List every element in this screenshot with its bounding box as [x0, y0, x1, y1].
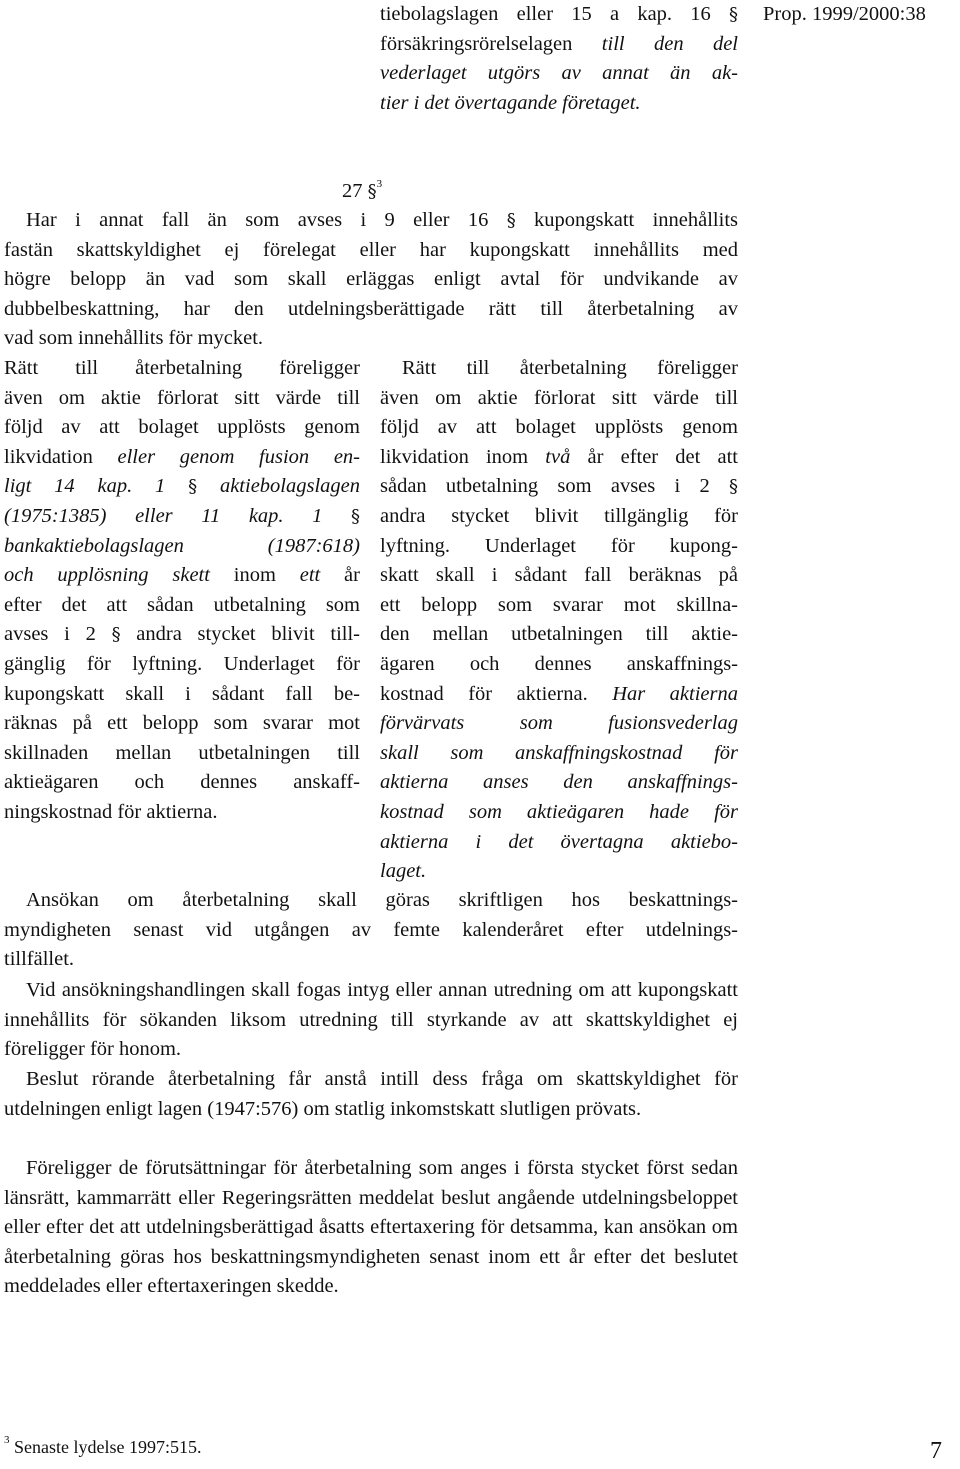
page-number: 7: [930, 1438, 942, 1464]
paragraph-attachments: [4, 976, 738, 1065]
text-run: skatt skall i sådant fall beräknas på: [380, 564, 738, 587]
text-run: vederlaget utgörs av annat än ak-: [380, 62, 738, 85]
top-note-column: [380, 0, 738, 118]
section-symbol: §: [729, 476, 738, 498]
text-run: förvärvats som fusionsvederlag: [380, 712, 738, 735]
text-line: [4, 591, 360, 621]
text-line: [4, 532, 360, 562]
text-line: [4, 620, 360, 650]
text-line: [4, 945, 738, 975]
right-column-proposed-text: [380, 354, 738, 887]
section-symbol: §: [351, 505, 360, 527]
text-line: [4, 295, 738, 325]
text-line: [380, 532, 738, 562]
text-run: vad som innehållits för mycket.: [4, 327, 264, 350]
text-run: räknas på ett belopp som svarar mot: [4, 712, 360, 735]
text-run: även om aktie förlorat sitt värde till: [4, 386, 360, 409]
text-line: [380, 739, 738, 769]
text-run: tier i det övertagande företaget.: [380, 91, 641, 114]
text-run: följd av att bolaget upplösts genom: [380, 416, 738, 439]
text-run: högre belopp än vad som skall erläggas enligt avtal för undvikande av: [4, 268, 738, 291]
section-symbol: §: [111, 624, 121, 646]
application-paragraph: [4, 886, 738, 975]
text-run: skall som anskaffningskostnad för: [380, 741, 738, 764]
text-line: [4, 502, 360, 532]
text-line: [380, 591, 738, 621]
text-run: den mellan utbetalningen till aktie-: [380, 623, 738, 646]
footnote-text: Senaste lydelse 1997:515.: [14, 1437, 202, 1457]
text-line: [4, 384, 360, 414]
text-line: [4, 916, 738, 946]
text-line: [4, 561, 360, 591]
text-line: [380, 89, 738, 119]
paragraph-conditions: [4, 1154, 738, 1302]
text-run: aktiebolagslagen: [197, 475, 361, 498]
text-line: [380, 768, 738, 798]
text-run: likvidation: [4, 445, 118, 468]
section-symbol: §: [188, 476, 198, 498]
text-run: Rätt till återbetalning föreligger: [402, 357, 738, 379]
text-line: [4, 886, 738, 916]
text-line: [4, 768, 360, 798]
left-column-current-text: [4, 354, 360, 828]
text-run: andra stycket blivit tillgänglig för: [380, 504, 738, 527]
text-run: Har aktierna: [612, 682, 738, 705]
footnote-divider: [4, 1415, 174, 1416]
text-run: (1975:1385) eller 11 kap. 1: [4, 504, 351, 527]
section-symbol: §: [367, 181, 377, 202]
text-run: lyftning. Underlaget för kupong-: [380, 534, 738, 557]
text-line: [4, 709, 360, 739]
text-run: ett: [299, 564, 321, 587]
text-line: [380, 561, 738, 591]
text-run: tiebolagslagen eller 15 a kap. 16: [380, 3, 729, 25]
text-run: även om aktie förlorat sitt värde till: [380, 386, 738, 409]
text-run: myndigheten senast vid utgången av femte kalenderåret efter utdelnings-: [4, 918, 738, 941]
text-line: [380, 354, 738, 384]
footnote-reference: 3: [376, 178, 383, 190]
text-run: inom: [209, 564, 300, 587]
text-line: [4, 354, 360, 384]
text-run: avses i 2: [4, 623, 112, 646]
text-run: ningskostnad för aktierna.: [4, 800, 218, 823]
text-line: [380, 857, 738, 887]
footnote: [4, 1436, 201, 1458]
text-line: [4, 413, 360, 443]
text-line: [4, 206, 738, 236]
text-line: [380, 828, 738, 858]
text-run: Ansökan om återbetalning skall göras skriftligen hos beskattnings-: [26, 889, 738, 911]
text-line: [4, 650, 360, 680]
text-line: [380, 59, 738, 89]
text-run: kostnad som aktieägaren hade för: [380, 800, 738, 823]
paragraph-decision-text: Beslut rörande återbetalning får anstå intill dess fråga om skattskyldighet för utdelningen enligt lagen (1947:576) om statlig inkomstskatt slutligen prövats.: [4, 1068, 738, 1120]
text-run: sådan utbetalning som avses i 2: [380, 475, 729, 498]
text-run: försäkringsrörelselagen: [380, 32, 602, 55]
text-line: [4, 265, 738, 295]
text-line: [380, 709, 738, 739]
text-run: gänglig för lyftning. Underlaget för: [4, 652, 360, 675]
paragraph-conditions-text: Föreligger de förutsättningar för återbetalning som anges i första stycket först sedan länsrätt, kammarrätt eller Regeringsrätten meddelat beslut angående utdelningsbeloppet eller efter det att utdelningsberättigad åsatts eftertaxering för detsamma, kan ansökan om återbetalning göras hos beskattningsmyndigheten senast inom ett år efter det beslutet meddelades eller eftertaxeringen skedde.: [4, 1157, 738, 1298]
text-line: [380, 413, 738, 443]
text-run: aktierna anses den anskaffnings-: [380, 771, 738, 794]
text-line: [380, 30, 738, 60]
text-line: [380, 798, 738, 828]
text-line: [380, 502, 738, 532]
text-run: två: [545, 445, 571, 468]
text-run: aktierna i det övertagna aktiebo-: [380, 830, 738, 853]
text-run: aktieägaren och dennes anskaff-: [4, 771, 360, 794]
section-symbol: §: [506, 210, 516, 231]
text-run: likvidation inom: [380, 445, 546, 468]
text-run: andra stycket blivit till-: [120, 623, 360, 646]
text-run: till den del: [601, 32, 738, 55]
text-run: bankaktiebolagslagen (1987:618): [4, 534, 360, 557]
text-run: ett belopp som svarar mot skillna-: [380, 593, 738, 616]
text-run: kupongskatt skall i sådant fall be-: [4, 682, 360, 705]
text-run: efter det att sådan utbetalning som: [4, 593, 360, 616]
text-run: dubbelbeskattning, har den utdelningsberättigade rätt till återbetalning av: [4, 297, 738, 320]
text-line: [380, 443, 738, 473]
text-run: följd av att bolaget upplösts genom: [4, 416, 360, 439]
text-line: [4, 472, 360, 502]
text-run: skillnaden mellan utbetalningen till: [4, 741, 360, 764]
footnote-marker: 3: [4, 1434, 10, 1446]
text-line: [4, 798, 360, 828]
text-run: år: [320, 564, 360, 587]
text-line: [4, 739, 360, 769]
text-run: eller genom fusion en-: [117, 445, 361, 468]
text-run: Har i annat fall än som avses i 9 eller 16: [26, 209, 507, 231]
section-heading: [342, 177, 382, 207]
section-symbol: §: [729, 4, 738, 25]
text-line: [380, 680, 738, 710]
text-run: ägaren och dennes anskaffnings-: [380, 652, 738, 675]
text-run: laget.: [380, 860, 427, 883]
text-run: tillfället.: [4, 948, 75, 971]
paragraph-attachments-text: Vid ansökningshandlingen skall fogas intyg eller annan utredning om att kupongskatt innehållits för sökanden liksom utredning till styrkande av att skattskyldighet ej föreligger för honom.: [4, 979, 738, 1061]
text-run: ligt 14 kap. 1: [4, 475, 189, 498]
text-run: fastän skattskyldighet ej förelegat eller har kupongskatt innehållits med: [4, 238, 738, 261]
proposition-reference: Prop. 1999/2000:38: [763, 3, 926, 25]
text-line: [4, 680, 360, 710]
section-number: 27: [342, 180, 363, 202]
text-run: Rätt till återbetalning föreligger: [4, 357, 360, 379]
text-run: kupongskatt innehållits: [515, 209, 738, 231]
text-line: [4, 324, 738, 354]
paragraph-decision: [4, 1065, 738, 1124]
text-line: [380, 472, 738, 502]
intro-paragraph: [4, 206, 738, 354]
text-line: [4, 236, 738, 266]
text-line: [380, 620, 738, 650]
text-run: år efter det att: [570, 445, 738, 468]
text-run: och upplösning skett: [4, 564, 210, 587]
text-line: [380, 384, 738, 414]
text-line: [4, 443, 360, 473]
text-line: [380, 0, 738, 30]
text-line: [380, 650, 738, 680]
text-run: kostnad för aktierna.: [380, 682, 613, 705]
